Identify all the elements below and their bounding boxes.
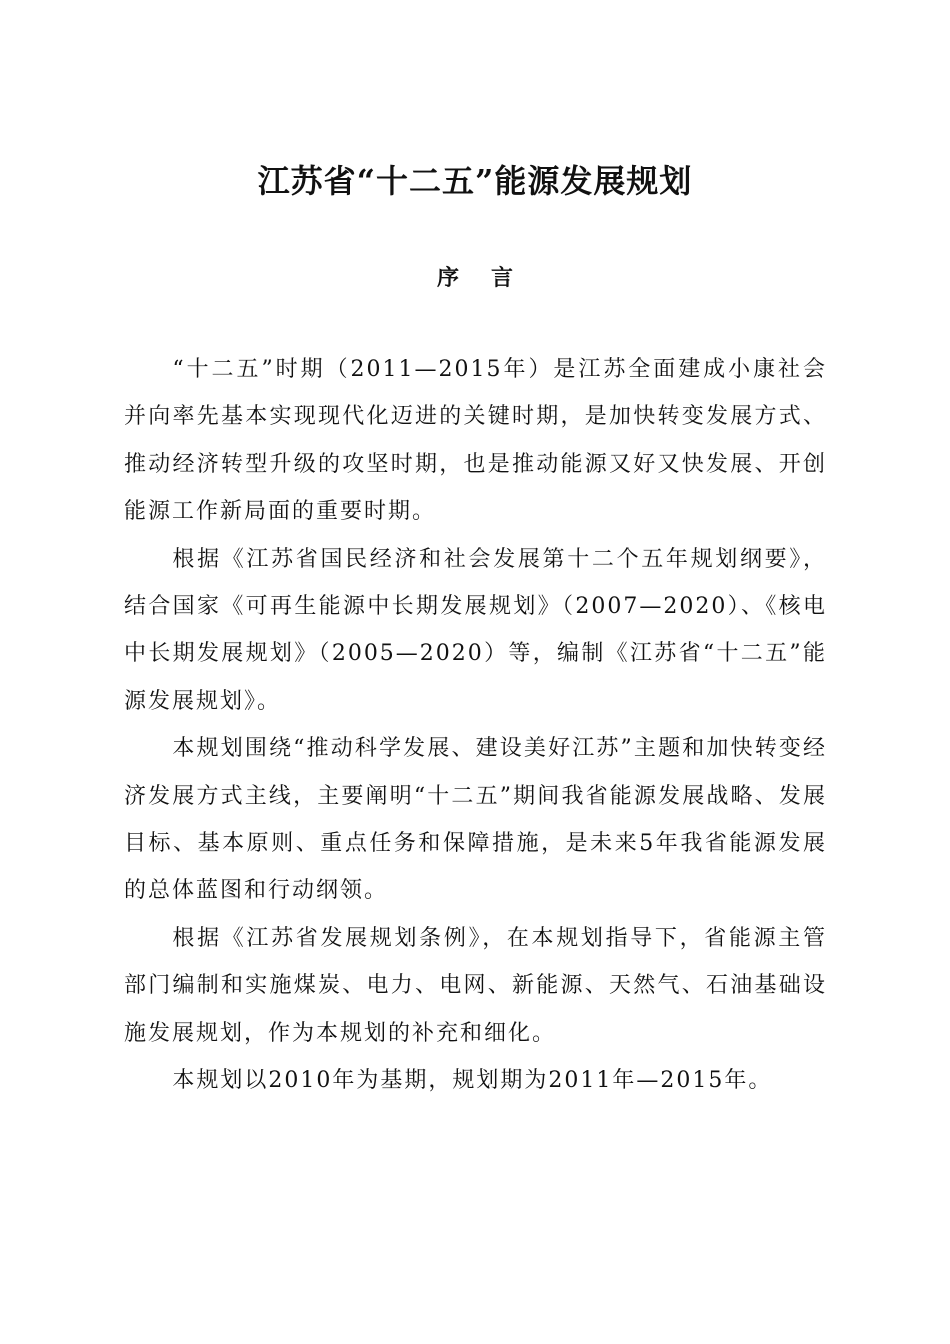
- paragraph: 根据《江苏省国民经济和社会发展第十二个五年规划纲要》，结合国家《可再生能源中长期发展规划》（2007—2020）、《核电中长期发展规划》（2005—2020）等，编制《江苏省“十二五”能源发展规划》。: [124, 546, 827, 714]
- paragraph: 根据《江苏省发展规划条例》，在本规划指导下，省能源主管部门编制和实施煤炭、电力、电网、新能源、天然气、石油基础设施发展规划，作为本规划的补充和细化。: [124, 925, 827, 1046]
- section-heading-char-1: 序: [436, 265, 459, 291]
- section-heading-char-2: 言: [491, 265, 514, 291]
- section-heading: [0, 258, 950, 298]
- document-title: 江苏省“十二五”能源发展规划: [257, 162, 693, 200]
- paragraph: 本规划围绕“推动科学发展、建设美好江苏”主题和加快转变经济发展方式主线，主要阐明“十二五”期间我省能源发展战略、发展目标、基本原则、重点任务和保障措施，是未来5年我省能源发展的总体蓝图和行动纲领。: [124, 736, 827, 904]
- paragraph: “十二五”时期（2011—2015年）是江苏全面建成小康社会并向率先基本实现现代化迈进的关键时期，是加快转变发展方式、推动经济转型升级的攻坚时期，也是推动能源又好又快发展、开创能源工作新局面的重要时期。: [124, 357, 827, 525]
- preface-body: [124, 346, 827, 1105]
- paragraph: 本规划以2010年为基期，规划期为2011年—2015年。: [172, 1068, 773, 1094]
